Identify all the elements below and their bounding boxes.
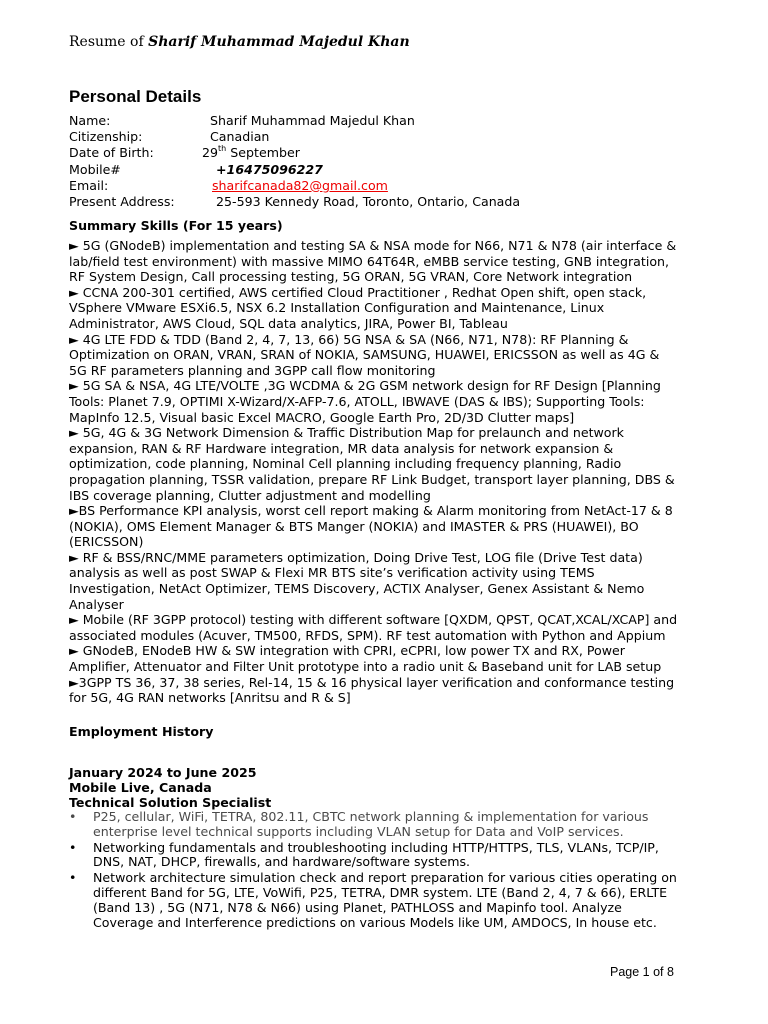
- detail-value-name: Sharif Muhammad Majedul Khan: [210, 113, 415, 128]
- skill-line: IBS coverage planning, Clutter adjustment and modelling: [69, 487, 431, 503]
- skill-line: (NOKIA), OMS Element Manager & BTS Manger (NOKIA) and IMASTER & PRS (HUAWEI), BO: [69, 518, 639, 534]
- summary-skills-list: [69, 238, 709, 706]
- job-role: Technical Solution Specialist: [69, 795, 272, 810]
- page-number: Page 1 of 8: [610, 965, 674, 979]
- bullet-icon: •: [69, 839, 77, 855]
- detail-row-mobile: [69, 162, 729, 178]
- skill-line: analysis as well as post SWAP & Flexi MR BTS site’s verification activity using TEMS: [69, 565, 595, 581]
- duty-line: DNS, NAT, DHCP, firewalls, and hardware/software systems.: [93, 854, 471, 870]
- email-link[interactable]: sharifcanada82@gmail.com: [212, 177, 388, 193]
- detail-row-address: [69, 194, 729, 210]
- skill-line: 5G RF parameters planning and 3GPP call flow monitoring: [69, 362, 436, 378]
- detail-label-dob: Date of Birth:: [69, 145, 154, 161]
- skill-item: [69, 285, 709, 332]
- skill-line: ► 4G LTE FDD & TDD (Band 2, 4, 7, 13, 66) 5G NSA & SA (N66, N71, N78): RF Planning &: [69, 331, 629, 347]
- job-entry-header: [69, 765, 709, 810]
- dob-month: September: [230, 145, 300, 161]
- dob-day-suffix: th: [218, 144, 227, 154]
- skill-line: Administrator, AWS Cloud, SQL data analytics, JIRA, Power BI, Tableau: [69, 315, 508, 331]
- detail-row-dob: [69, 145, 729, 161]
- skill-item: [69, 425, 709, 503]
- skill-item: [69, 238, 709, 285]
- skill-item: [69, 612, 709, 643]
- duty-line: P25, cellular, WiFi, TETRA, 802.11, CBTC network planning & implementation for various: [93, 809, 649, 824]
- skill-item: [69, 503, 709, 550]
- personal-details-table: [69, 113, 729, 210]
- job-company: Mobile Live, Canada: [69, 780, 212, 795]
- detail-value-address: 25-593 Kennedy Road, Toronto, Ontario, Canada: [216, 193, 521, 209]
- skill-item: [69, 675, 709, 706]
- detail-row-name: [69, 113, 729, 129]
- duty-line: Coverage and Interference predictions on various Models like UM, AMDOCS, In house etc.: [93, 914, 657, 930]
- duty-line: enterprise level technical supports including VLAN setup for Data and VoIP services.: [93, 823, 624, 839]
- skill-item: [69, 332, 709, 379]
- skill-line: for 5G, 4G RAN networks [Anritsu and R & S]: [69, 690, 351, 706]
- skill-line: MapInfo 12.5, Visual basic Excel MACRO, Google Earth Pro, 2D/3D Clutter maps]: [69, 409, 575, 425]
- skill-line: RF System Design, Call processing testing, 5G ORAN, 5G VRAN, Core Network integration: [69, 269, 633, 285]
- detail-row-citizenship: [69, 129, 729, 145]
- skill-line: ► 5G SA & NSA, 4G LTE/VOLTE ,3G WCDMA & 2G GSM network design for RF Design [Planning: [69, 378, 661, 394]
- job-duty-item: [69, 841, 709, 871]
- skill-line: Tools: Planet 7.9, OPTIMI X-Wizard/X-AFP-7.6, ATOLL, IBWAVE (DAS & IBS); Supporting Tools:: [69, 393, 645, 409]
- detail-value-citizenship: Canadian: [210, 129, 270, 145]
- skill-line: propagation planning, TSSR validation, prepare RF Link Budget, transport layer planning, DBS &: [69, 471, 675, 487]
- skill-line: ►BS Performance KPI analysis, worst cell report making & Alarm monitoring from NetAct-17 & 8: [69, 503, 673, 519]
- detail-label-mobile: Mobile#: [69, 161, 121, 177]
- resume-header-name: Sharif Muhammad Majedul Khan: [148, 34, 410, 50]
- skill-line: Amplifier, Attenuator and Filter Unit prototype into a radio unit & Baseband unit for LAB setup: [69, 659, 662, 675]
- detail-label-email: Email:: [69, 177, 109, 193]
- skill-line: Optimization on ORAN, VRAN, SRAN of NOKIA, SAMSUNG, HUAWEI, ERICSSON as well as 4G &: [69, 347, 660, 363]
- detail-label-name: Name:: [69, 113, 111, 128]
- skill-item: [69, 643, 709, 674]
- skill-line: ► RF & BSS/RNC/MME parameters optimization, Doing Drive Test, LOG file (Drive Test data): [69, 549, 643, 565]
- detail-label-citizenship: Citizenship:: [69, 129, 143, 145]
- job-duties-list: [69, 810, 709, 931]
- duty-line: Networking fundamentals and troubleshooting including HTTP/HTTPS, TLS, VLANs, TCP/IP,: [93, 839, 659, 855]
- skill-line: Analyser: [69, 596, 124, 612]
- skill-line: lab/field test environment) with massive MIMO 64T64R, eMBB service testing, GNB integration,: [69, 253, 670, 269]
- skill-item: [69, 378, 709, 425]
- resume-header: [69, 34, 410, 50]
- skill-line: ►3GPP TS 36, 37, 38 series, Rel-14, 15 & 16 physical layer verification and conformance testing: [69, 674, 675, 690]
- job-period: January 2024 to June 2025: [69, 765, 257, 780]
- skill-line: optimization, code planning, Nominal Cell planning including frequency planning, Radio: [69, 456, 622, 472]
- summary-skills-heading: Summary Skills (For 15 years): [69, 218, 283, 233]
- skill-line: ► 5G, 4G & 3G Network Dimension & Traffic Distribution Map for prelaunch and network: [69, 425, 624, 441]
- detail-value-mobile: +16475096227: [216, 161, 323, 177]
- resume-header-prefix: Resume of: [69, 34, 149, 50]
- skill-line: Investigation, NetAct Optimizer, TEMS Discovery, ACTIX Analyser, Genex Assistant & Nemo: [69, 581, 645, 597]
- duty-line: different Band for 5G, LTE, VoWifi, P25, TETRA, DMR system. LTE (Band 2, 4, 7 & 66), ERLTE: [93, 884, 668, 900]
- job-duty-item: [69, 810, 709, 840]
- bullet-icon: •: [69, 870, 77, 886]
- skill-line: ► CCNA 200-301 certified, AWS certified Cloud Practitioner , Redhat Open shift, open stack,: [69, 284, 647, 300]
- skill-line: VSphere VMware ESXi6.5, NSX 6.2 Installation Configuration and Maintenance, Linux: [69, 300, 605, 316]
- employment-history-heading: Employment History: [69, 724, 214, 739]
- personal-details-title: Personal Details: [69, 87, 202, 106]
- skill-line: ► 5G (GNodeB) implementation and testing SA & NSA mode for N66, N71 & N78 (air interface &: [69, 238, 677, 253]
- job-duty-item: [69, 871, 709, 930]
- bullet-icon: •: [69, 809, 77, 824]
- duty-line: Network architecture simulation check and report preparation for various cities operating on: [93, 870, 677, 886]
- skill-item: [69, 550, 709, 612]
- skill-line: ► GNodeB, ENodeB HW & SW integration with CPRI, eCPRI, low power TX and RX, Power: [69, 643, 625, 659]
- skill-line: expansion, RAN & RF Hardware integration, MR data analysis for network expansion &: [69, 440, 614, 456]
- detail-value-dob: [202, 145, 300, 161]
- skill-line: associated modules (Acuver, TM500, RFDS, SPM). RF test automation with Python and Appium: [69, 627, 666, 643]
- skill-line: (ERICSSON): [69, 534, 144, 550]
- dob-day: 29: [202, 145, 219, 161]
- detail-label-address: Present Address:: [69, 193, 175, 209]
- skill-line: ► Mobile (RF 3GPP protocol) testing with different software [QXDM, QPST, QCAT,XCAL/XCAP] and: [69, 612, 678, 628]
- detail-row-email: [69, 178, 729, 194]
- duty-line: (Band 13) , 5G (N71, N78 & N66) using Planet, PATHLOSS and Mapinfo tool. Analyze: [93, 899, 622, 915]
